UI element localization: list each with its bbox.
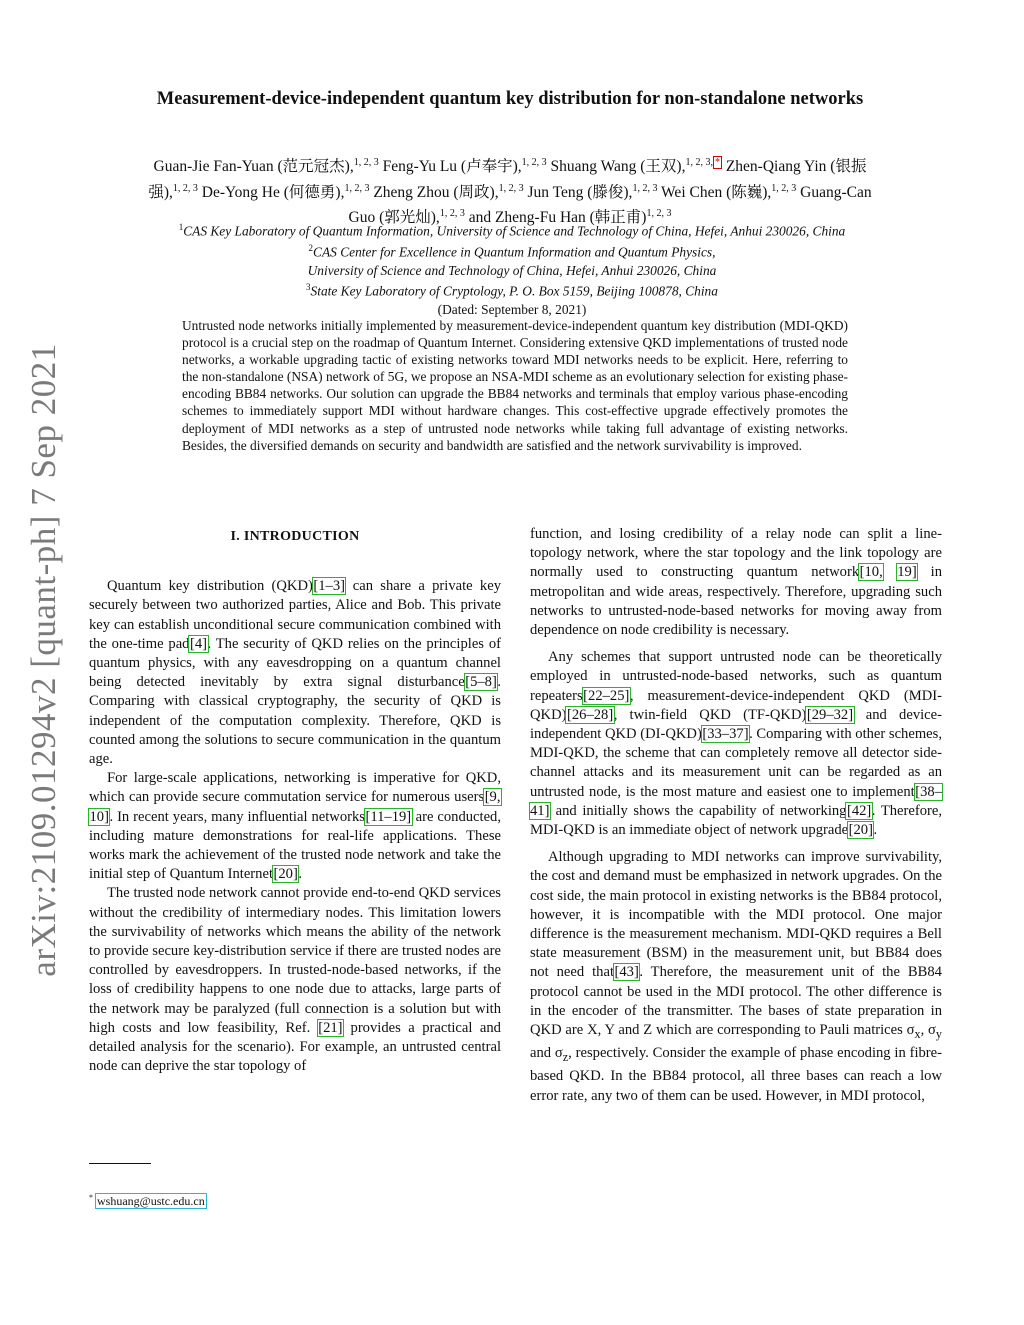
- body-paragraph: The trusted node network cannot provide end-to-end QKD services without the credibility of intermediary nodes. This limitation lowers the survivability of networks which means the ability of the network to provide secure key-distribution service if there are trusted nodes are controlled by eavesdroppers. In trusted-node-based networks, if the loss of credibility happens to one node due to attacks, large parts of the network may be paralyzed (full connection is a solution but with high costs and low feasibility, Ref. [21] provides a practical and detailed analysis for the scenario). For example, an untrusted central node can deprive the star topology of: [89, 885, 501, 1075]
- citation-link[interactable]: [21]: [318, 1019, 343, 1036]
- body-paragraph: Although upgrading to MDI networks can improve survivability, the cost and demand must be emphasized in network upgrades. On the cost side, the main protocol in existing networks is the BB84 protocol, however, it is incompatible with the MDI protocol. One major difference is the measurement mechanism. MDI-QKD requires a Bell state measurement (BSM) in the measurement unit, but BB84 does not need that[43]. Therefore, the measurement unit of the BB84 protocol cannot be used in the MDI protocol. The other difference is in the encoder of the transmitter. The bases of state preparation in QKD are X, Y and Z which are corresponding to Pauli matrices $\sigma_x$, $\sigma_y$ and $\sigma_z$, respectively. Consider the example of phase encoding in fibre-based QKD. In the BB84 protocol, all three bases can reach a low error rate, any two of them can be used. However, in MDI protocol,: [530, 849, 942, 1104]
- subscript: y: [935, 1026, 942, 1041]
- body-paragraph: Quantum key distribution (QKD)[1–3] can share a private key securely between two authorized parties, Alice and Bob. This private key can establish unconditional secure communication combined with the one-time pad[4]. The security of QKD relies on the principles of quantum physics, with any eavesdropping on a quantum channel being detected inevitably by extra signal disturbance[5–8]. Comparing with classical cryptography, the security of QKD is independent of the computation complexity. Therefore, QKD is counted among the solutions to secure communication in the quantum age.: [89, 578, 501, 768]
- citation-link[interactable]: [29–32]: [806, 706, 854, 723]
- author-affiliation-marks: 1, 2, 3: [632, 182, 658, 194]
- author-list: [140, 152, 880, 229]
- subscript: z: [562, 1050, 569, 1065]
- citation-link[interactable]: [4]: [189, 635, 208, 652]
- citation-link[interactable]: [43]: [614, 964, 639, 981]
- paper-title: Measurement-device-independent quantum key distribution for non-standalone networks: [156, 89, 864, 109]
- author-affiliation-marks: 1, 2, 3: [344, 182, 370, 194]
- arxiv-id-text: arXiv:2109.01294v2 [quant-ph] 7 Sep 2021: [24, 343, 63, 977]
- citation-link[interactable]: 10]: [89, 808, 109, 825]
- citation-link[interactable]: [20]: [848, 822, 873, 839]
- affiliation-2: $^2$CAS Center for Excellence in Quantum Information and Quantum Physics,: [308, 243, 716, 260]
- author-name: Jun Teng (滕俊),: [527, 183, 633, 201]
- citation-link[interactable]: [26–28]: [566, 706, 614, 723]
- citation-link[interactable]: [1–3]: [313, 578, 345, 595]
- author-name: and Zheng-Fu Han (韩正甫): [468, 209, 647, 227]
- author-affiliation-marks: 1, 2, 3,: [685, 157, 713, 168]
- citation-link[interactable]: [38–41]: [530, 783, 942, 819]
- left-column: [89, 527, 501, 1076]
- subscript: x: [914, 1026, 921, 1041]
- citation-link[interactable]: [9,: [484, 789, 501, 806]
- citation-link[interactable]: [22–25]: [583, 687, 630, 704]
- footnote-mark: *: [89, 1193, 93, 1202]
- affiliation-2-line2: University of Science and Technology of China, Hefei, Anhui 230026, China: [307, 262, 717, 278]
- author-name: Guan-Jie Fan-Yuan (范元冠杰),: [153, 158, 354, 176]
- author-affiliation-marks: 1, 2, 3: [771, 182, 797, 194]
- author-name: Guang-Can Guo (郭光灿),: [348, 183, 872, 227]
- author-affiliation-marks: 1, 2, 3: [646, 208, 672, 220]
- affiliation-3: $^3$State Key Laboratory of Cryptology, P. O. Box 5159, Beijing 100878, China: [306, 282, 718, 299]
- citation-link[interactable]: 19]: [897, 564, 917, 581]
- footnote-rule: [89, 1163, 151, 1164]
- date-line: (Dated: September 8, 2021): [437, 301, 587, 317]
- author-affiliation-marks: 1, 2, 3: [439, 208, 465, 220]
- arxiv-identifier-stamp: [22, 343, 66, 977]
- citation-link[interactable]: [33–37]: [702, 726, 749, 743]
- author-name: Zheng Zhou (周政),: [373, 183, 499, 201]
- citation-link[interactable]: [10,: [859, 564, 883, 581]
- author-name: Wei Chen (陈巍),: [661, 183, 772, 201]
- corresponding-author-link[interactable]: *: [714, 157, 720, 168]
- citation-link[interactable]: [11–19]: [365, 808, 412, 825]
- author-affiliation-marks: 1, 2, 3: [521, 157, 547, 168]
- section-heading-introduction: I. INTRODUCTION: [230, 529, 360, 544]
- affiliations: [80, 219, 944, 318]
- author-name: Feng-Yu Lu (卢奉宇),: [382, 158, 522, 176]
- abstract: Untrusted node networks initially implemented by measurement-device-independent quantum key distribution (MDI-QKD) protocol is a crucial step on the roadmap of Quantum Internet. Considering extensive QKD implementations of trusted node networks, a workable upgrading tactic of existing networks toward MDI networks needs to be explicit. Here, referring to the non-standalone (NSA) network of 5G, we propose an NSA-MDI scheme as an evolutionary selection for existing phase-encoding BB84 networks. Our solution can upgrade the BB84 networks and terminals that employ various phase-encoding schemes to immediately support MDI without hardware changes. This cost-effective upgrade effectively promotes the deployment of MDI networks as a step of untrusted node networks while taking full advantage of existing networks. Besides, the diversified demands on security and bandwidth are satisfied and the network survivability is improved.: [182, 318, 848, 453]
- citation-link[interactable]: [42]: [846, 802, 872, 819]
- right-column: [530, 525, 942, 1106]
- body-paragraph: Any schemes that support untrusted node can be theoretically employed in untrusted-node-based networks, such as quantum repeaters[22–25], measurement-device-independent QKD (MDI-QKD)[26–28], twin-field QKD (TF-QKD)[29–32] and device-independent QKD (DI-QKD)[33–37]. Comparing with other schemes, MDI-QKD, the scheme that can completely remove all detector side-channel attacks and its measurement unit can be regarded as an untrusted node, is the most mature and easiest one to implement[38–41] and initially shows the capability of networking[42]. Therefore, MDI-QKD is an immediate object of network upgrade[20].: [530, 649, 942, 839]
- author-name: Zhen-Qiang Yin (银振强),: [148, 158, 867, 201]
- author-affiliation-marks: 1, 2, 3: [498, 182, 524, 194]
- body-paragraph: For large-scale applications, networking is imperative for QKD, which can provide secure commutation service for numerous users[9, 10]. In recent years, many influential networks[11–19] are conducted, including mature demonstrations for real-life applications. These works mark the achievement of the trusted node network and take the initial step of Quantum Internet[20].: [89, 770, 501, 883]
- author-affiliation-marks: 1, 2, 3: [353, 157, 379, 168]
- author-affiliation-marks: 1, 2, 3: [172, 182, 198, 194]
- body-paragraph: function, and losing credibility of a relay node can split a line-topology network, where the star topology and the link topology are normally used to constructing quantum network[10, 19] in metropolitan and wide areas, respectively. Therefore, upgrading such networks to untrusted-node-based networks for moving away from dependence on node credibility is necessary.: [530, 526, 942, 639]
- author-name: Shuang Wang (王双),: [550, 158, 686, 176]
- author-name: De-Yong He (何德勇),: [201, 183, 345, 201]
- citation-link[interactable]: [20]: [273, 866, 298, 883]
- affiliation-1: $^1$CAS Key Laboratory of Quantum Information, University of Science and Technology of China, Hefei, Anhui 230026, China: [178, 222, 846, 239]
- footnote: [89, 1193, 206, 1209]
- email-link[interactable]: wshuang@ustc.edu.cn: [97, 1194, 205, 1208]
- citation-link[interactable]: [5–8]: [465, 674, 497, 691]
